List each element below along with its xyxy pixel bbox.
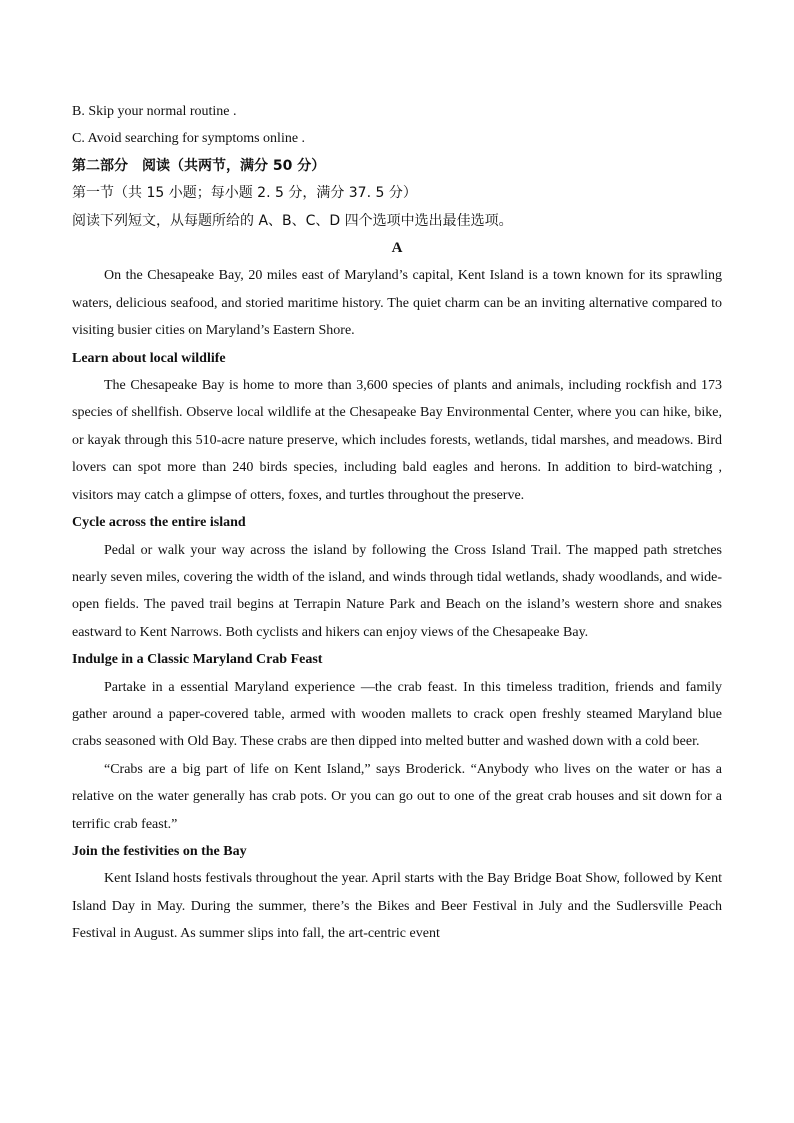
paragraph-crab-feast-2: “Crabs are a big part of life on Kent Island,” says Broderick. “Anybody who lives on the water or has a relative on the water generally has crab pots. Or you can go out to one of the great crab houses and sit down for a terrific crab feast.” — [72, 761, 722, 832]
part-title: 第二部分 阅读（共两节，满分 50 分） — [72, 157, 326, 174]
article-label: A — [391, 240, 403, 257]
option-b: B. Skip your normal routine . — [72, 104, 237, 119]
paragraph-cycle: Pedal or walk your way across the island by following the Cross Island Trail. The mapped path stretches nearly seven miles, covering the width of the island, and winds through tidal wetlands, shady woodlands, and wide-open fields. The paved trail begins at Terrapin Nature Park and Beach on the island’s western shore and snakes eastward to Kent Narrows. Both cyclists and hikers can enjoy views of the Chesapeake Bay. — [72, 542, 722, 640]
instruction-text: 阅读下列短文，从每题所给的 A、B、C、D 四个选项中选出最佳选项。 — [72, 212, 513, 229]
paragraph-festivities: Kent Island hosts festivals throughout the year. April starts with the Bay Bridge Boat Show, followed by Kent Island Day in May. During the summer, there’s the Bikes and Beer Festival in July and the Sudlersville Peach Festival in August. As summer slips into fall, the art-centric event — [72, 871, 722, 942]
section-heading-wildlife: Learn about local wildlife — [72, 350, 226, 366]
subsection-title: 第一节（共 15 小题；每小题 2. 5 分，满分 37. 5 分） — [72, 185, 417, 202]
intro-paragraph: On the Chesapeake Bay, 20 miles east of Maryland’s capital, Kent Island is a town known for its sprawling waters, delicious seafood, and storied maritime history. The quiet charm can be an inviting alternative compared to visiting busier cities on Maryland’s Eastern Shore. — [72, 268, 722, 339]
section-heading-festivities: Join the festivities on the Bay — [72, 843, 247, 859]
document-page — [72, 98, 722, 948]
paragraph-crab-feast-1: Partake in a essential Maryland experience —the crab feast. In this timeless tradition, friends and family gather around a paper-covered table, armed with wooden mallets to crack open freshly steamed Maryland blue crabs seasoned with Old Bay. These crabs are then dipped into melted butter and washed down with a cold beer. — [72, 679, 722, 750]
section-heading-cycle: Cycle across the entire island — [72, 515, 246, 531]
section-heading-crab-feast: Indulge in a Classic Maryland Crab Feast — [72, 652, 323, 668]
paragraph-wildlife: The Chesapeake Bay is home to more than 3,600 species of plants and animals, including rockfish and 173 species of shellfish. Observe local wildlife at the Chesapeake Bay Environmental Center, where you can hike, bike, or kayak through this 510-acre nature preserve, which includes forests, wetlands, tidal marshes, and meadows. Bird lovers can spot more than 240 birds species, including bald eagles and herons. In addition to bird-watching , visitors may catch a glimpse of otters, foxes, and turtles throughout the preserve. — [72, 378, 722, 503]
option-c: C. Avoid searching for symptoms online . — [72, 131, 306, 147]
